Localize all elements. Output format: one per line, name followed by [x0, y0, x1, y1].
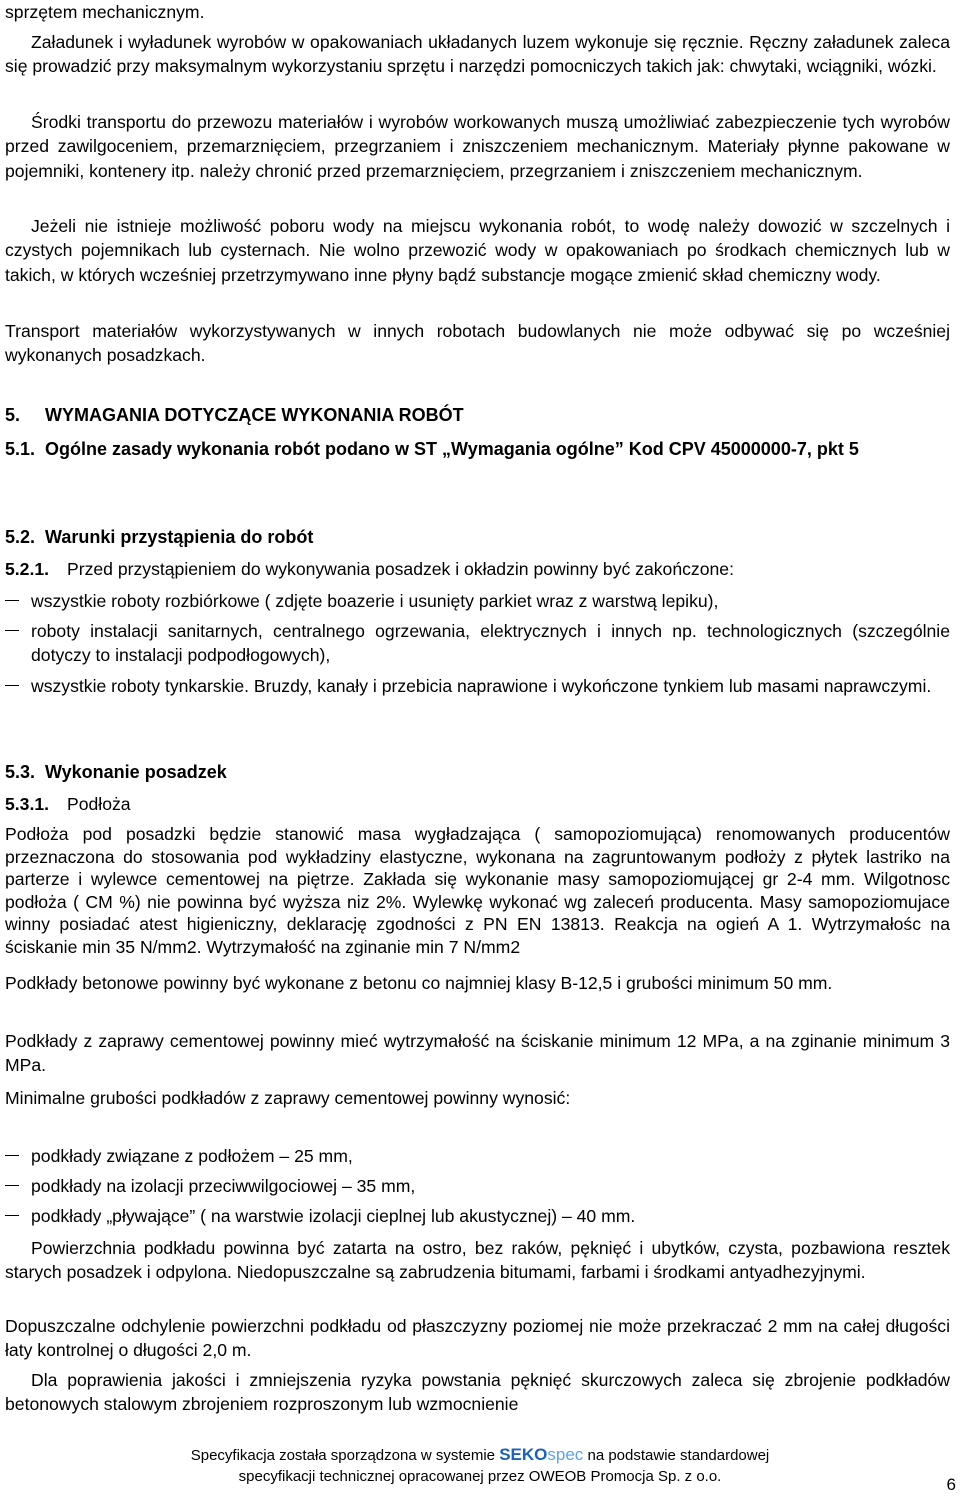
subsection-number: 5.3.1.	[5, 794, 50, 814]
subsection-text: Przed przystąpieniem do wykonywania posadzek i okładzin powinny być zakończone:	[67, 559, 734, 579]
sekospec-logo	[499, 1445, 583, 1464]
section-heading-5-1	[5, 436, 950, 463]
section-number: 5.1.	[5, 439, 36, 459]
paragraph: Powierzchnia podkładu powinna być zatarta na ostro, bez raków, pęknięć i ubytków, czysta, pozbawiona resztek starych posadzek i odpylona. Niedopuszczalne są zabrudzenia bitumami, farbami i środkami antyadhezyjnymi.	[5, 1238, 950, 1283]
dash-bullet-icon	[5, 1155, 19, 1156]
list-item-text: wszystkie roboty rozbiórkowe ( zdjęte boazerie i usunięty parkiet wraz z warstwą lepiku),	[31, 591, 719, 611]
logo-part-seko: SEKO	[499, 1445, 548, 1464]
footer-line-2: specyfikacji technicznej opracowanej przez OWEOB Promocja Sp. z o.o.	[238, 1468, 722, 1485]
list-item-text: roboty instalacji sanitarnych, centralnego ogrzewania, elektrycznych i innych np. technologicznych (szczególnie dotyczy to instalacji podpodłogowych),	[31, 621, 950, 666]
subsection-number: 5.2.1.	[5, 559, 50, 579]
paragraph: Podkłady z zaprawy cementowej powinny mieć wytrzymałość na ściskanie minimum 12 MPa, a na zginanie minimum 3 MPa.	[5, 1031, 950, 1076]
subsection-text: Podłoża	[67, 794, 131, 814]
paragraph: Dla poprawienia jakości i zmniejszenia ryzyka powstania pęknięć skurczowych zaleca się zbrojenie podkładów betonowych stalowym zbrojeniem rozproszonym lub wzmocnienie	[5, 1370, 950, 1415]
paragraph: Dopuszczalne odchylenie powierzchni podkładu od płaszczyzny poziomej nie może przekraczać 2 mm na całej długości łaty kontrolnej o długości 2,0 m.	[5, 1316, 950, 1361]
dash-bullet-icon	[5, 1185, 19, 1186]
dash-bullet-icon	[5, 600, 19, 601]
section-title: Warunki przystąpienia do robót	[45, 527, 314, 547]
dash-bullet-icon	[5, 685, 19, 686]
section-number: 5.3.	[5, 762, 36, 782]
paragraph: Środki transportu do przewozu materiałów i wyrobów workowanych muszą umożliwiać zabezpieczenie tych wyrobów przed zawilgoceniem, przemarznięciem, przegrzaniem i zniszczeniem mechanicznym. Materiały płynne pakowane w pojemniki, kontenery itp. należy chronić przed przemarznięciem, przegrzaniem i zniszczeniem mechanicznym.	[5, 112, 950, 181]
logo-part-spec: spec	[547, 1445, 584, 1464]
footer-text: Specyfikacja została sporządzona w systemie	[190, 1447, 500, 1464]
dash-bullet-icon	[5, 630, 19, 631]
paragraph: Minimalne grubości podkładów z zaprawy cementowej powinny wynosić:	[5, 1088, 571, 1108]
list-item	[5, 674, 950, 698]
section-number: 5.2.	[5, 527, 36, 547]
paragraph: Podłoża pod posadzki będzie stanowić masa wygładzająca ( samopoziomująca) renomowanych producentów przeznaczona do stosowania pod wykładziny elastyczne, wykonana na zagruntowanym podłoży z płytek lastriko na parterze i wylewce cementowej na piętrze. Zakłada się wykonanie masy samopoziomującej gr 2-4 mm. Wilgotnosc podłoża ( CM %) nie powinna być wyższa niz 2%. Wylewkę wykonać wg zaleceń producenta. Masy samopoziomujace winny posiadać atest higieniczny, deklarację zgodności z PN EN 13813. Reakcja na ogień A 1. Wytrzymałośc na ściskanie min 35 N/mm2. Wytrzymałość na zginanie min 7 N/mm2	[5, 824, 950, 957]
list-item	[5, 589, 950, 613]
section-number: 5.	[5, 405, 21, 425]
page-number: 6	[946, 1475, 956, 1494]
paragraph: Transport materiałów wykorzystywanych w innych robotach budowlanych nie może odbywać się po wcześniej wykonanych posadzkach.	[5, 321, 950, 366]
list-item	[5, 1144, 950, 1168]
paragraph: Załadunek i wyładunek wyrobów w opakowaniach układanych luzem wykonuje się ręcznie. Ręczny załadunek zaleca się prowadzić przy maksymalnym wykorzystaniu sprzętu i narzędzi pomocniczych takich jak: chwytaki, wciągniki, wózki.	[5, 32, 950, 77]
section-title: WYMAGANIA DOTYCZĄCE WYKONANIA ROBÓT	[45, 405, 464, 425]
paragraph: Jeżeli nie istnieje możliwość poboru wody na miejscu wykonania robót, to wodę należy dowozić w szczelnych i czystych pojemnikach lub cysternach. Nie wolno przewozić wody w opakowaniach po środkach chemicznych lub w takich, w których wcześniej przetrzymywano inne płyny bądź substancje mogące zmienić skład chemiczny wody.	[5, 216, 950, 285]
list-item-text: podkłady na izolacji przeciwwilgociowej – 35 mm,	[31, 1176, 416, 1196]
paragraph: sprzętem mechanicznym.	[5, 2, 205, 22]
list-item	[5, 619, 950, 668]
page-footer	[0, 1444, 960, 1487]
dash-bullet-icon	[5, 1215, 19, 1216]
list-item-text: podkłady „pływające” ( na warstwie izolacji cieplnej lub akustycznej) – 40 mm.	[31, 1206, 636, 1226]
subsection-5-2-1	[5, 557, 734, 581]
section-title: Wykonanie posadzek	[45, 762, 227, 782]
footer-line-1	[0, 1444, 960, 1466]
list-item	[5, 1174, 950, 1198]
section-title: Ogólne zasady wykonania robót podano w ST „Wymagania ogólne” Kod CPV 45000000-7, pkt 5	[45, 439, 859, 459]
list-item-text: podkłady związane z podłożem – 25 mm,	[31, 1146, 353, 1166]
subsection-5-3-1	[5, 792, 131, 816]
footer-text: na podstawie standardowej	[583, 1447, 770, 1464]
paragraph: Podkłady betonowe powinny być wykonane z betonu co najmniej klasy B-12,5 i grubości minimum 50 mm.	[5, 973, 833, 993]
list-item-text: wszystkie roboty tynkarskie. Bruzdy, kanały i przebicia naprawione i wykończone tynkiem lub masami naprawczymi.	[31, 676, 932, 696]
list-item	[5, 1204, 950, 1228]
